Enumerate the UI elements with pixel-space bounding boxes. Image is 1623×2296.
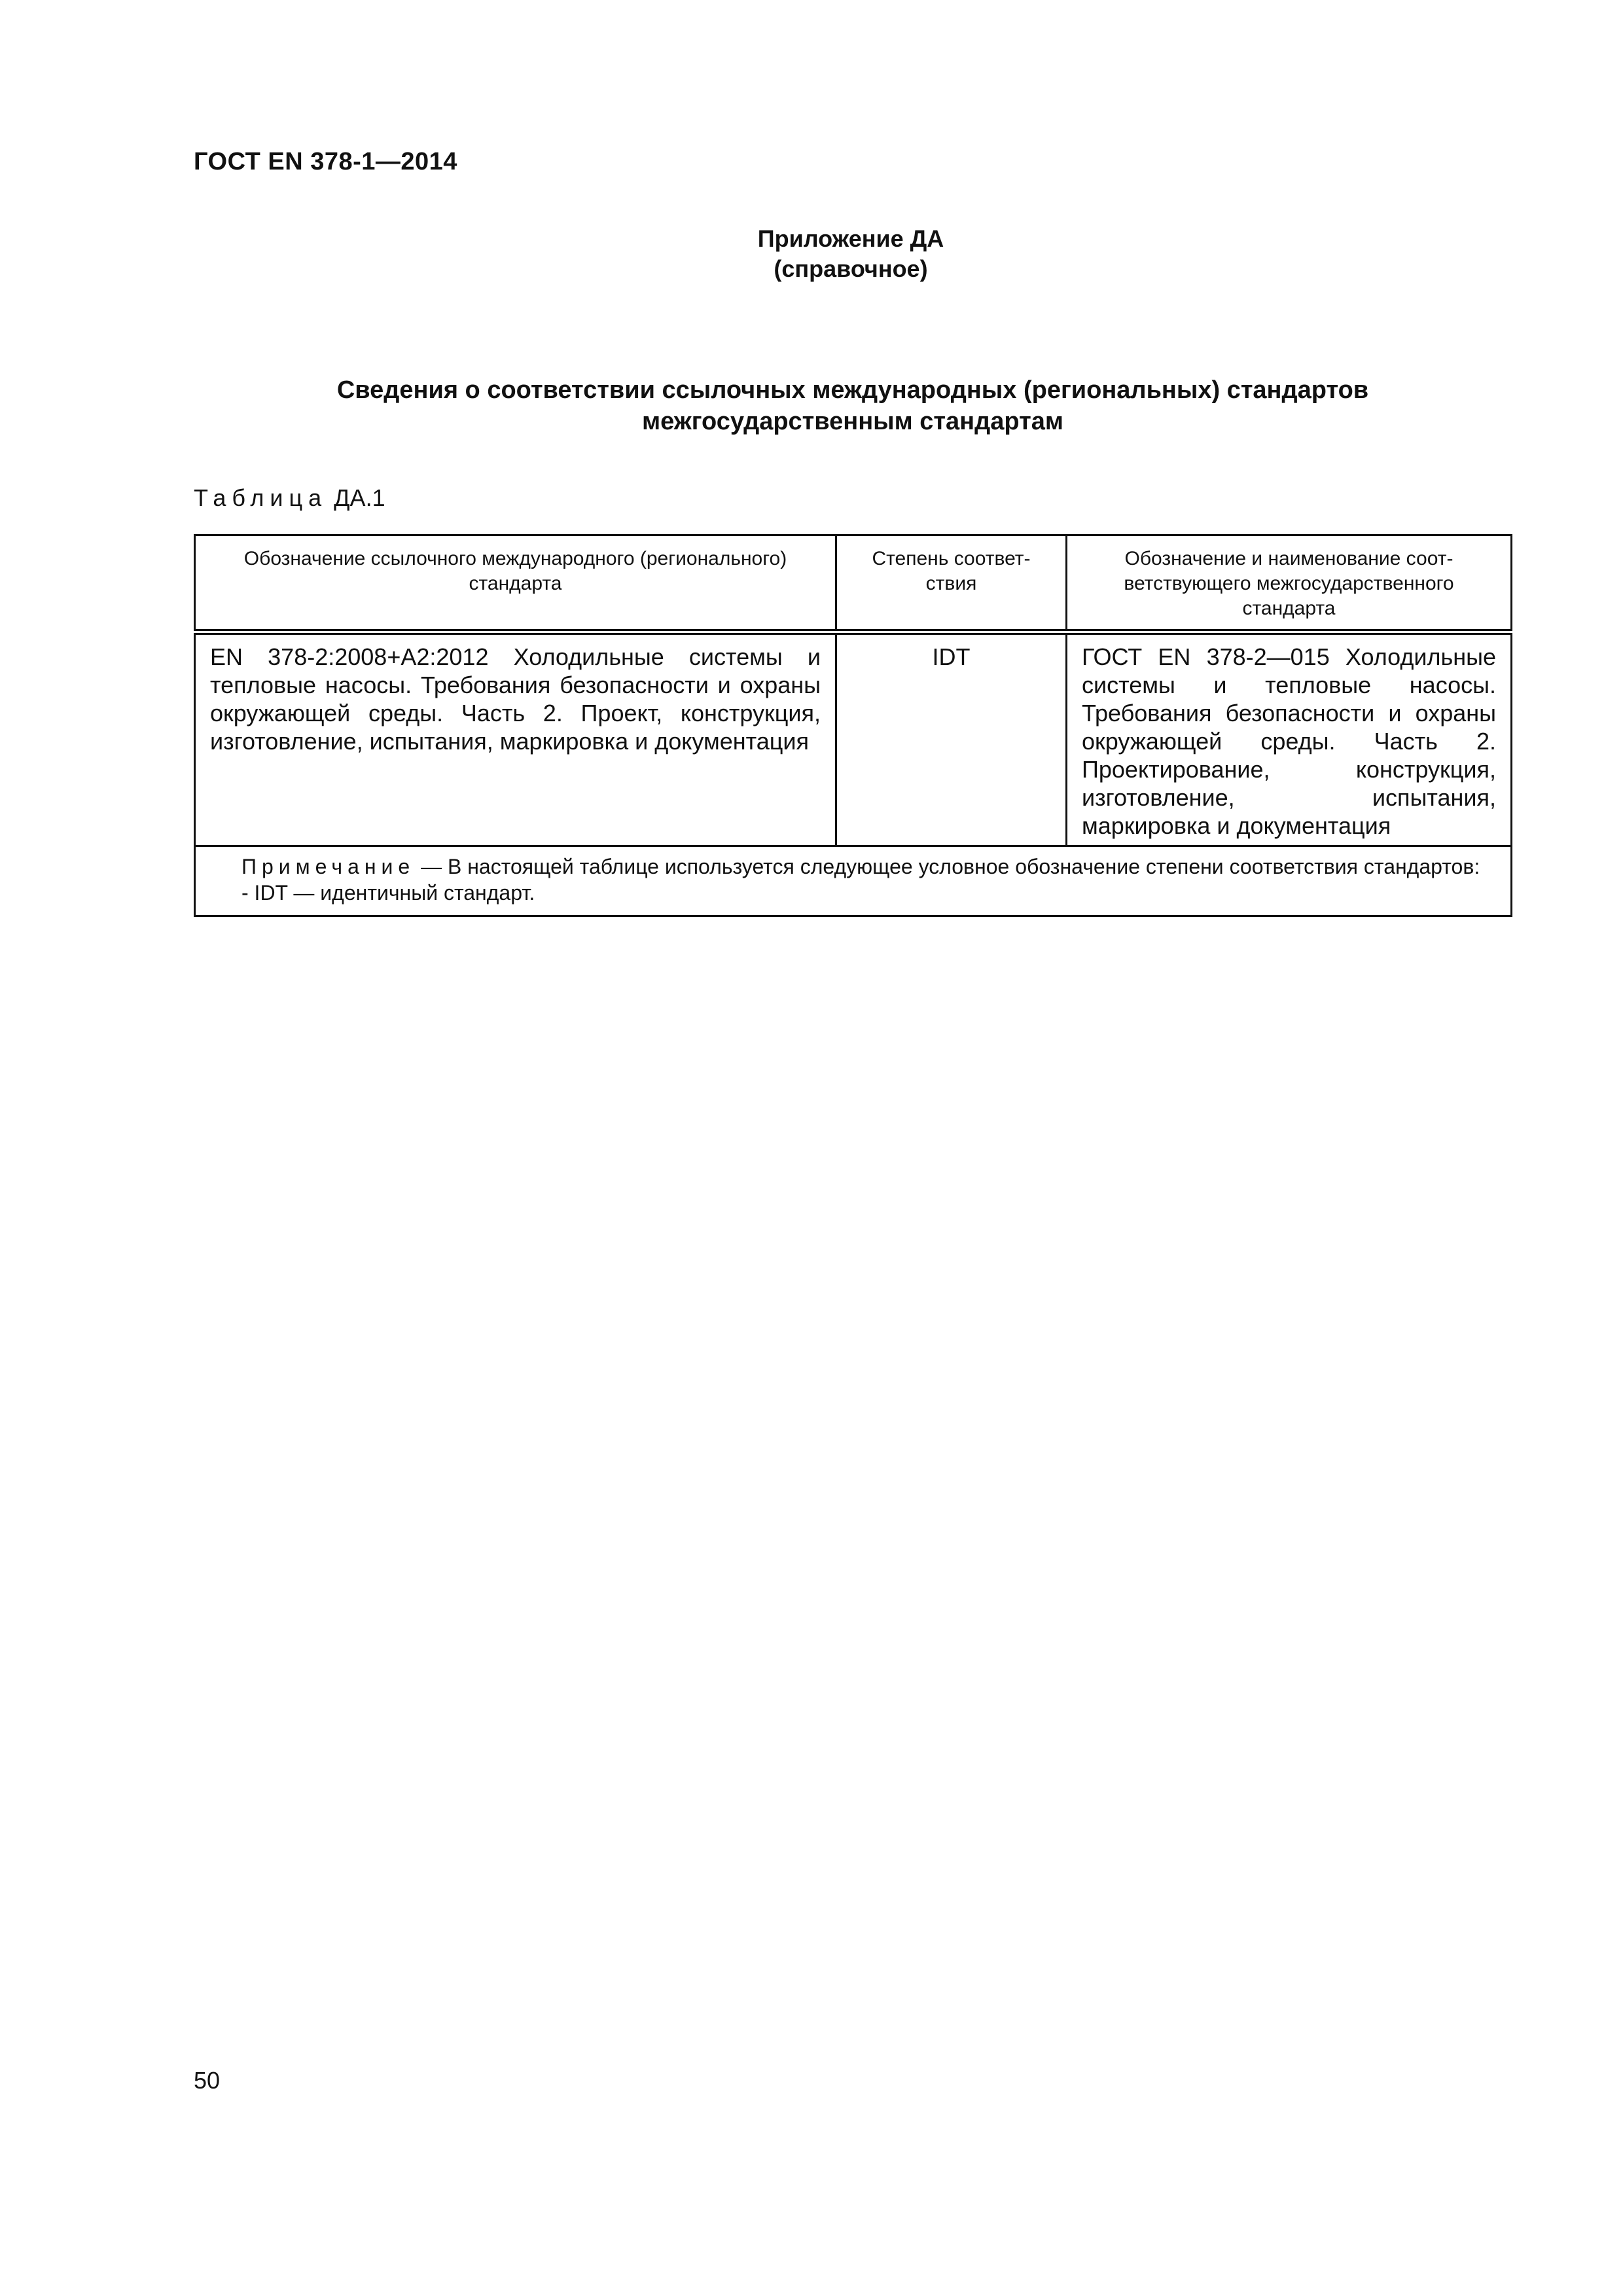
page-number: 50 <box>194 2067 221 2094</box>
table-caption-number: ДА.1 <box>334 484 385 511</box>
note-text: — В настоящей таблице используется следующее условное обозначение степени соответствия стандартов: <box>415 855 1480 878</box>
correspondence-table <box>194 534 1512 917</box>
column-header-reference-standard: Обозначение ссылочного международного (регионального) стандарта <box>195 535 836 632</box>
document-id-header: ГОСТ EN 378-1—2014 <box>194 148 457 175</box>
table-caption-word: Таблица <box>194 484 328 511</box>
cell-degree: IDT <box>836 632 1067 846</box>
column-header-interstate-standard: Обозначение и наименование соот- ветствующего межгосударственного стандарта <box>1067 535 1512 632</box>
table-row <box>195 632 1512 846</box>
section-title <box>194 374 1512 437</box>
cell-interstate-standard: ГОСТ EN 378-2—015 Холодильные системы и тепловые насосы. Требования безопасности и охраны окружающей среды. Часть 2. Проектирование, конструкция, изготовление, испытания, маркировка и документация <box>1067 632 1512 846</box>
section-title-line-1: Сведения о соответствии ссылочных международных (региональных) стандартов <box>336 376 1369 404</box>
annex-type: (справочное) <box>774 255 928 282</box>
annex-title: Приложение ДА <box>757 225 944 252</box>
annex-heading <box>0 224 1623 284</box>
table-header-row <box>195 535 1512 632</box>
note-label: Примечание <box>241 855 416 878</box>
column-header-degree: Степень соответ- ствия <box>836 535 1067 632</box>
section-title-line-2: межгосударственным стандартам <box>642 408 1063 435</box>
table-caption <box>194 484 385 512</box>
table-note-row <box>195 846 1512 916</box>
cell-reference-standard: EN 378-2:2008+A2:2012 Холодильные системы и тепловые насосы. Требования безопасности и охраны окружающей среды. Часть 2. Проект, конструкция, изготовление, испытания, маркировка и документация <box>195 632 836 846</box>
note-item: - IDT — идентичный стандарт. <box>241 881 535 905</box>
table-note <box>195 846 1512 916</box>
